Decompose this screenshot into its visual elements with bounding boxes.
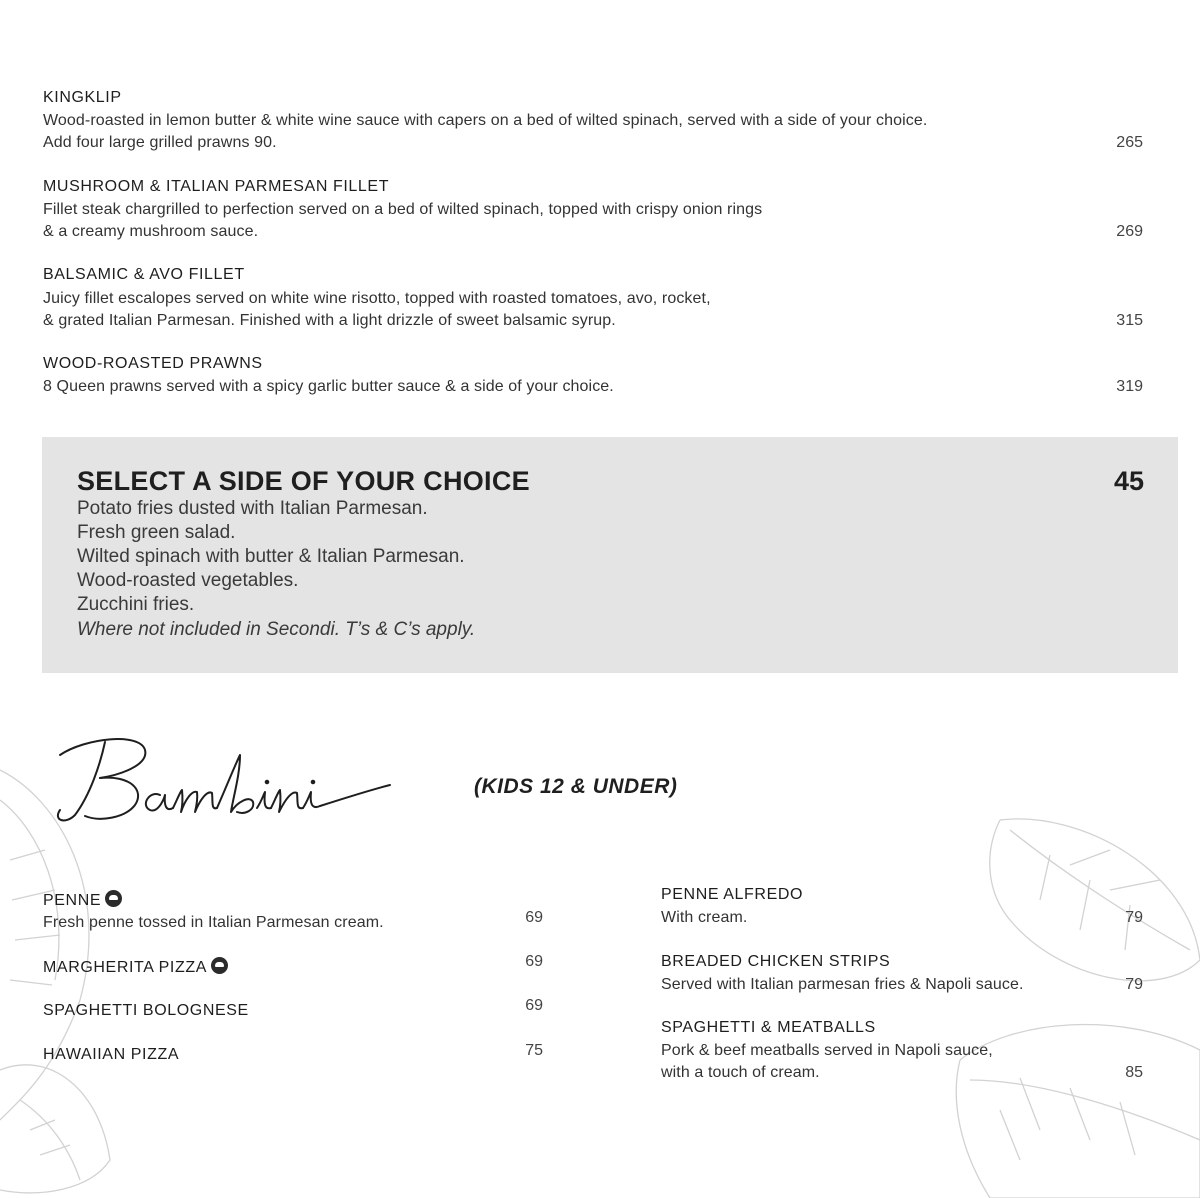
menu-item-description: Fresh penne tossed in Italian Parmesan cream. [43,914,384,931]
side-item: Fresh green salad. [77,522,236,543]
menu-item-title: HAWAIIAN PIZZA [43,1046,180,1063]
menu-item-title: SPAGHETTI & MEATBALLS [661,1019,876,1036]
menu-item-price: 69 [525,909,543,926]
menu-item-price: 69 [525,953,543,970]
menu-item-title: KINGKLIP [43,89,122,106]
menu-item-description: & grated Italian Parmesan. Finished with a light drizzle of sweet balsamic syrup. [43,312,616,329]
menu-item-price: 319 [1116,378,1143,395]
menu-item-title: BREADED CHICKEN STRIPS [661,953,891,970]
side-item: Wilted spinach with butter & Italian Parmesan. [77,546,465,567]
sides-price: 45 [1113,466,1144,496]
menu-item-price: 85 [1125,1064,1143,1081]
sides-title: SELECT A SIDE OF YOUR CHOICE [77,466,530,496]
menu-item-title: MUSHROOM & ITALIAN PARMESAN FILLET [43,178,390,195]
menu-item-price: 79 [1125,976,1143,993]
menu-item-description: Wood-roasted in lemon butter & white wine sauce with capers on a bed of wilted spinach, served with a side of your choice. [43,112,928,129]
menu-item-title: PENNE [43,890,122,910]
menu-item-description: Served with Italian parmesan fries & Napoli sauce. [661,976,1024,993]
side-item: Zucchini fries. [77,594,195,615]
menu-item-title: WOOD-ROASTED PRAWNS [43,355,263,372]
side-item: Wood-roasted vegetables. [77,570,299,591]
menu-item-price: 75 [525,1042,543,1059]
menu-item-price: 269 [1116,223,1143,240]
menu-item-description: Juicy fillet escalopes served on white wine risotto, topped with roasted tomatoes, avo, rocket, [43,290,711,307]
menu-item-price: 69 [525,997,543,1014]
menu-item-title: PENNE ALFREDO [661,886,804,903]
menu-item-price: 265 [1116,134,1143,151]
menu-item-description: Pork & beef meatballs served in Napoli sauce, [661,1042,993,1059]
menu-item-price: 79 [1125,909,1143,926]
menu-item-description: Add four large grilled prawns 90. [43,134,277,151]
menu-item-description: Fillet steak chargrilled to perfection served on a bed of wilted spinach, topped with crispy onion rings [43,201,763,218]
menu-item-title: MARGHERITA PIZZA [43,957,228,977]
side-item: Potato fries dusted with Italian Parmesan. [77,498,428,519]
sides-note: Where not included in Secondi. T’s & C’s apply. [77,619,476,640]
bambini-script-heading [45,720,405,830]
menu-item-title: SPAGHETTI BOLOGNESE [43,1002,249,1019]
menu-item-description: & a creamy mushroom sauce. [43,223,259,240]
menu-item-description: with a touch of cream. [661,1064,820,1081]
bambini-subheading: (KIDS 12 & UNDER) [474,775,678,798]
menu-item-description: 8 Queen prawns served with a spicy garlic butter sauce & a side of your choice. [43,378,614,395]
menu-item-description: With cream. [661,909,748,926]
vegetarian-icon [105,890,122,907]
menu-item-title: BALSAMIC & AVO FILLET [43,266,245,283]
menu-item-price: 315 [1116,312,1143,329]
basil-leaf-illustration-right [930,810,1200,1198]
vegetarian-icon [211,957,228,974]
